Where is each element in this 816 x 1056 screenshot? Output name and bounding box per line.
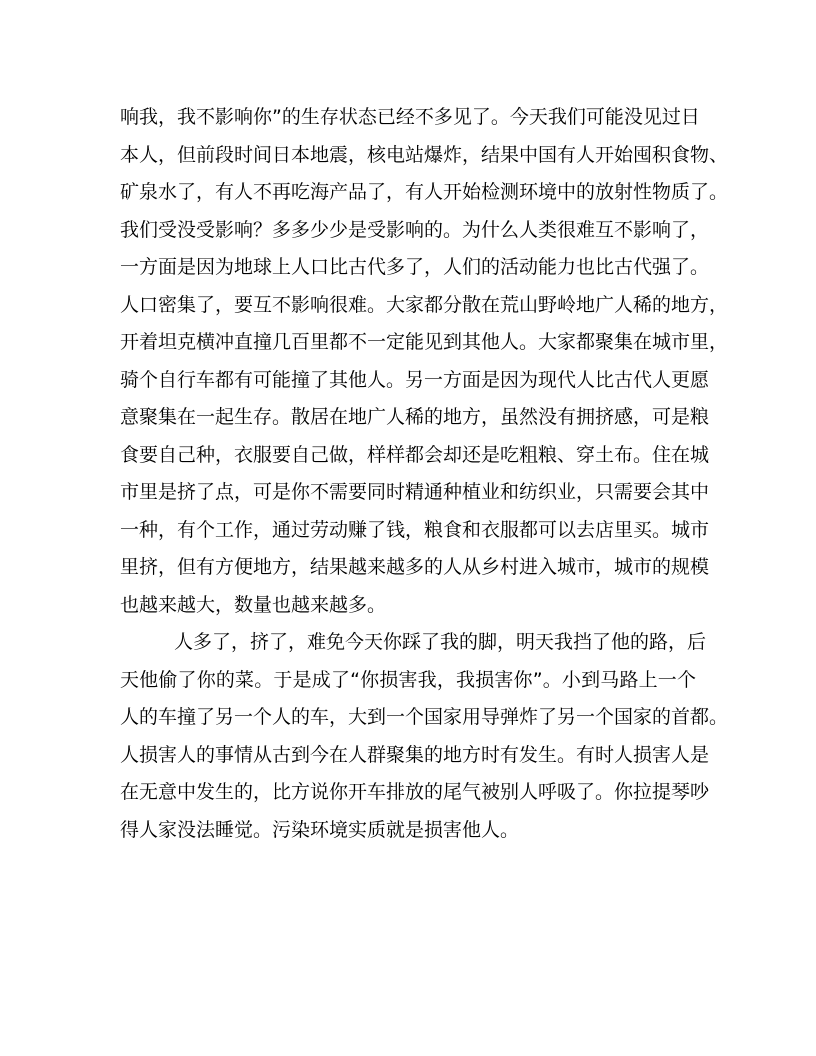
text-line: 我们受没受影响？多多少少是受影响的。为什么人类很难互不影响了， bbox=[120, 218, 710, 241]
text-line: 一方面是因为地球上人口比古代多了，人们的活动能力也比古代强了。 bbox=[120, 256, 710, 278]
text-line: 开着坦克横冲直撞几百里都不一定能见到其他人。大家都聚集在城市里， bbox=[120, 331, 729, 353]
paragraph-2 bbox=[120, 624, 729, 849]
text-line: 也越来越大，数量也越来越多。 bbox=[120, 593, 387, 616]
document-page bbox=[120, 99, 729, 849]
paragraph-1 bbox=[120, 99, 729, 624]
text-line: 意聚集在一起生存。散居在地广人稀的地方，虽然没有拥挤感，可是粮 bbox=[120, 406, 710, 428]
text-line: 矿泉水了，有人不再吃海产品了，有人开始检测环境中的放射性物质了。 bbox=[120, 181, 729, 203]
text-line: 食要自己种，衣服要自己做，样样都会却还是吃粗粮、穿土布。住在城 bbox=[120, 443, 710, 466]
text-line: 人口密集了，要互不影响很难。大家都分散在荒山野岭地广人稀的地方， bbox=[120, 293, 729, 316]
text-line: 在无意中发生的，比方说你开车排放的尾气被别人呼吸了。你拉提琴吵 bbox=[120, 781, 710, 803]
text-line: 天他偷了你的菜。于是成了“你损害我，我损害你”。小到马路上一个 bbox=[120, 668, 696, 691]
text-line: 本人，但前段时间日本地震，核电站爆炸，结果中国有人开始囤积食物、 bbox=[120, 143, 729, 166]
text-line: 人损害人的事情从古到今在人群聚集的地方时有发生。有时人损害人是 bbox=[120, 743, 710, 766]
text-line: 人的车撞了另一个人的车，大到一个国家用导弹炸了另一个国家的首都。 bbox=[120, 706, 729, 728]
text-line: 响我，我不影响你”的生存状态已经不多见了。今天我们可能没见过日 bbox=[120, 106, 700, 128]
text-line: 人多了，挤了，难免今天你踩了我的脚，明天我挡了他的路，后 bbox=[174, 631, 707, 653]
text-line: 骑个自行车都有可能撞了其他人。另一方面是因为现代人比古代人更愿 bbox=[120, 368, 710, 391]
text-line: 里挤，但有方便地方，结果越来越多的人从乡村进入城市，城市的规模 bbox=[120, 556, 710, 578]
text-line: 得人家没法睡觉。污染环境实质就是损害他人。 bbox=[120, 818, 520, 841]
text-line: 市里是挤了点，可是你不需要同时精通种植业和纺织业，只需要会其中 bbox=[120, 481, 710, 503]
text-line: 一种，有个工作，通过劳动赚了钱，粮食和衣服都可以去店里买。城市 bbox=[120, 518, 710, 541]
